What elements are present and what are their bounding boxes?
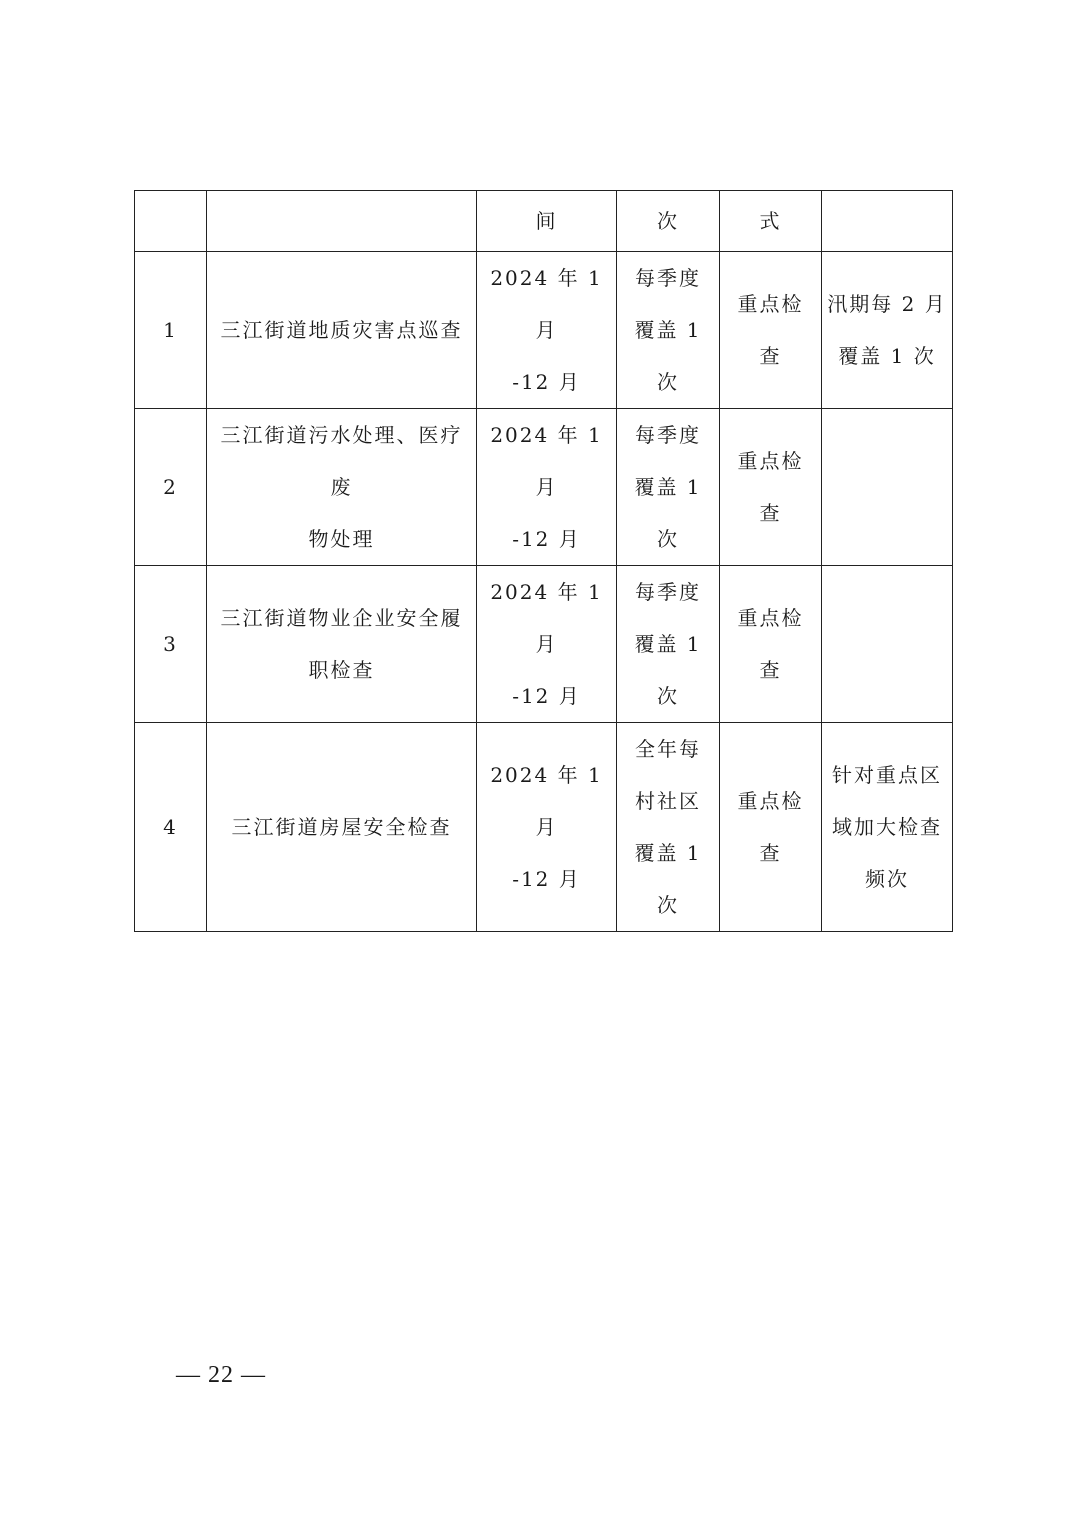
row-method-line: 查 [759, 841, 782, 865]
page-number: — 22 — [176, 1362, 266, 1388]
row-frequency [617, 723, 720, 932]
row-method-line: 重点检 [737, 789, 804, 813]
header-cell-item [207, 191, 477, 252]
row-frequency-line: 每季度 [635, 580, 701, 604]
header-cell-frequency: 次 [617, 191, 720, 252]
row-time-line: -12 月 [512, 684, 581, 708]
row-note-line: 覆盖 1 次 [838, 344, 936, 368]
row-method-line: 查 [759, 658, 782, 682]
row-frequency-line: 覆盖 1 次 [634, 632, 702, 708]
row-number: 2 [135, 409, 207, 566]
row-method [720, 566, 822, 723]
row-method-line: 重点检 [737, 449, 804, 473]
row-note-line: 汛期每 2 月 [827, 292, 947, 316]
row-frequency-line: 全年每 [635, 737, 701, 761]
row-number: 3 [135, 566, 207, 723]
table-row [135, 409, 953, 566]
row-time [477, 409, 617, 566]
row-frequency-line: 覆盖 1 次 [634, 318, 702, 394]
row-frequency-line: 覆盖 1 次 [634, 475, 702, 551]
header-cell-no [135, 191, 207, 252]
row-frequency [617, 252, 720, 409]
row-time-line: 2024 年 1 月 [490, 423, 603, 499]
row-method [720, 252, 822, 409]
row-time-line: -12 月 [512, 867, 581, 891]
row-item [207, 723, 477, 932]
row-time-line: -12 月 [512, 370, 581, 394]
row-note [822, 409, 953, 566]
row-frequency-line: 村社区 [635, 789, 701, 813]
table-header-row [135, 191, 953, 252]
row-time-line: 2024 年 1 月 [490, 763, 603, 839]
row-frequency [617, 566, 720, 723]
row-item [207, 566, 477, 723]
row-note [822, 723, 953, 932]
row-item-line: 三江街道污水处理、医疗废 [220, 423, 463, 499]
row-item-line: 三江街道物业企业安全履 [220, 606, 463, 630]
row-frequency-line: 覆盖 1 次 [634, 841, 702, 917]
row-time [477, 566, 617, 723]
row-item [207, 409, 477, 566]
row-time [477, 252, 617, 409]
table-row [135, 723, 953, 932]
row-method-line: 查 [759, 501, 782, 525]
row-time-line: -12 月 [512, 527, 581, 551]
row-method-line: 查 [759, 344, 782, 368]
table-row [135, 252, 953, 409]
row-item-line: 三江街道地质灾害点巡查 [220, 318, 463, 342]
row-method [720, 723, 822, 932]
row-item [207, 252, 477, 409]
row-number: 4 [135, 723, 207, 932]
header-cell-note [822, 191, 953, 252]
row-method-line: 重点检 [737, 292, 804, 316]
row-item-line: 职检查 [308, 658, 375, 682]
row-method-line: 重点检 [737, 606, 804, 630]
row-note [822, 252, 953, 409]
row-item-line: 物处理 [308, 527, 375, 551]
row-time [477, 723, 617, 932]
row-frequency-line: 每季度 [635, 423, 701, 447]
row-number: 1 [135, 252, 207, 409]
row-note-line: 针对重点区 [832, 763, 942, 787]
row-method [720, 409, 822, 566]
row-time-line: 2024 年 1 月 [490, 580, 603, 656]
header-cell-method: 式 [720, 191, 822, 252]
row-frequency [617, 409, 720, 566]
table-row [135, 566, 953, 723]
row-frequency-line: 每季度 [635, 266, 701, 290]
row-note [822, 566, 953, 723]
row-note-line: 频次 [865, 867, 909, 891]
inspection-plan-table [134, 190, 953, 932]
header-cell-time: 间 [477, 191, 617, 252]
row-item-line: 三江街道房屋安全检查 [231, 815, 452, 839]
row-note-line: 域加大检查 [832, 815, 942, 839]
row-time-line: 2024 年 1 月 [490, 266, 603, 342]
